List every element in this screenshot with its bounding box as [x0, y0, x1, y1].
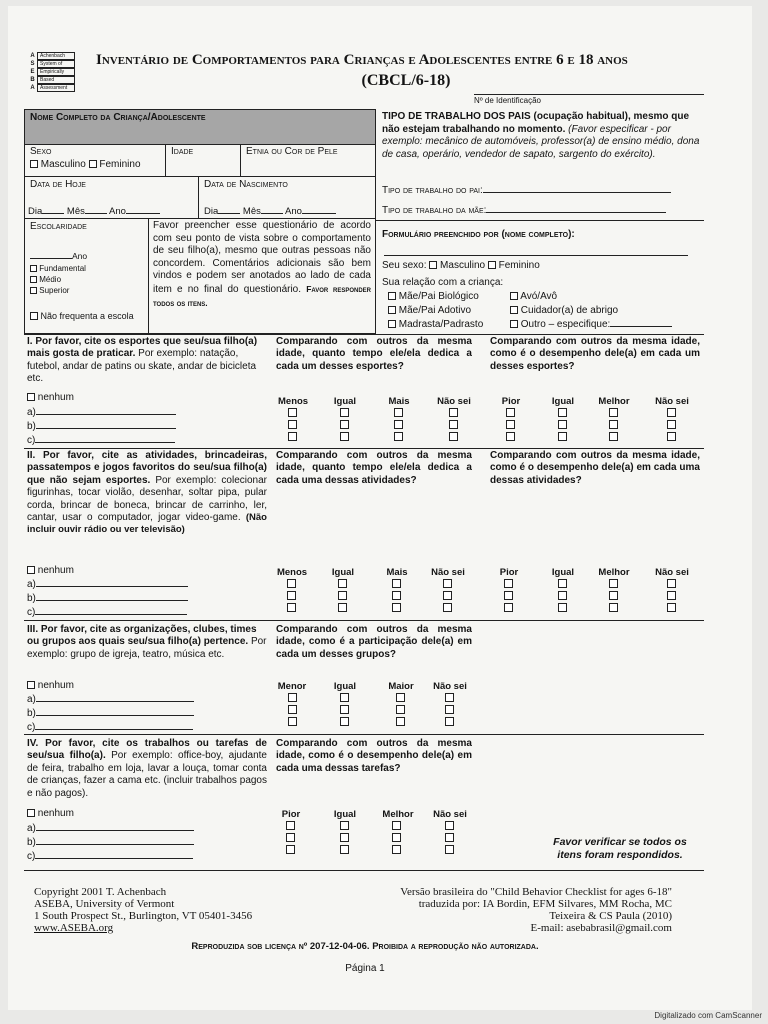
rating-checkbox[interactable] [340, 432, 349, 441]
rating-checkbox[interactable] [609, 603, 618, 612]
rating-checkbox[interactable] [558, 408, 567, 417]
logo-word: System of [37, 60, 75, 68]
rating-checkbox[interactable] [286, 821, 295, 830]
section-2-prompt: II. Por favor, cite as atividades, brincadeiras, passatempos e jogos favoritos do seu/sua filho(a) que não sejam esportes. Por exemplo: colecionar figurinhas, tocar violão, desenhar, soltar pipa, pular corda, brincar de boneca, brincar de carrinho, ler, cantar, usar o computador, jogar video-game. (Não incluir ouvir rádio ou ver televisão) [27, 450, 267, 536]
rating-checkbox[interactable] [558, 591, 567, 600]
child-name-label: Nome Completo da Criança/Adolescente [30, 112, 206, 123]
form-title: Inventário de Comportamentos para Crianças e Adolescentes entre 6 e 18 anos [96, 52, 628, 68]
none-option: nenhum [27, 392, 74, 404]
rating-checkbox[interactable] [449, 432, 458, 441]
rating-checkbox[interactable] [396, 705, 405, 714]
respondent-female-checkbox[interactable] [488, 261, 496, 269]
col-header: Igual [551, 396, 575, 407]
rating-checkbox[interactable] [445, 717, 454, 726]
section-2-time-question: Comparando com outros da mesma idade, quanto tempo ele/ela dedica a cada uma dessas atividades? [276, 450, 472, 486]
section-1-time-question: Comparando com outros da mesma idade, quanto tempo ele/ela dedica a cada um desses esportes? [276, 336, 472, 372]
answer-line-c[interactable]: c) [27, 435, 175, 447]
no-school-option: Não frequenta a escola [30, 311, 134, 321]
child-sex-options [30, 159, 141, 171]
col-header: Igual [331, 567, 355, 578]
none-checkbox[interactable] [27, 809, 35, 817]
relation-checkbox[interactable] [510, 292, 518, 300]
col-header: Não sei [431, 567, 465, 578]
logo-word: Assessment [37, 84, 75, 92]
section-3-participation-question: Comparando com outros da mesma idade, como é a participação dele(a) em cada um desses grupos? [276, 624, 472, 660]
col-header: Menos [276, 567, 308, 578]
section-1-performance-question: Comparando com outros da mesma idade, como é o desempenho dele(a) em cada um desses esportes? [490, 336, 700, 372]
rating-checkbox[interactable] [506, 408, 515, 417]
logo-word: Empirically [37, 68, 75, 76]
rating-checkbox[interactable] [667, 579, 676, 588]
rating-checkbox[interactable] [667, 408, 676, 417]
answer-line-b[interactable]: b) [27, 708, 194, 720]
section-1-prompt: I. Por favor, cite os esportes que seu/sua filho(a) mais gosta de praticar. Por exemplo: natação, futebol, andar de patins ou skate, andar de bicicleta etc. [27, 336, 258, 385]
fundamental-checkbox[interactable] [30, 265, 37, 272]
relation-option: Avó/Avô [510, 291, 557, 303]
relation-option: Mãe/Pai Adotivo [388, 305, 471, 317]
section-3-prompt: III. Por favor, cite as organizações, clubes, times ou grupos aos quais seu/sua filho(a) pertence. Por exemplo: grupo de igreja, teatro, música etc. [27, 624, 267, 660]
col-header: Não sei [437, 396, 471, 407]
col-header: Melhor [598, 396, 630, 407]
none-checkbox[interactable] [27, 681, 35, 689]
rating-checkbox[interactable] [340, 833, 349, 842]
school-level-options: Fundamental Médio Superior [30, 263, 86, 296]
relation-checkbox[interactable] [388, 320, 396, 328]
col-header: Pior [281, 809, 301, 820]
page-number: Página 1 [345, 963, 385, 974]
rating-checkbox[interactable] [558, 432, 567, 441]
rating-checkbox[interactable] [445, 705, 454, 714]
rating-checkbox[interactable] [609, 591, 618, 600]
answer-line-a[interactable]: a) [27, 694, 194, 706]
birth-date-label: Data de Nascimento [204, 179, 288, 190]
col-header: Igual [333, 396, 357, 407]
col-header: Menos [278, 396, 309, 407]
rating-checkbox[interactable] [340, 845, 349, 854]
rating-checkbox[interactable] [338, 591, 347, 600]
answer-line-a[interactable]: a) [27, 823, 194, 835]
superior-checkbox[interactable] [30, 287, 37, 294]
rating-checkbox[interactable] [340, 717, 349, 726]
rating-checkbox[interactable] [338, 603, 347, 612]
medio-checkbox[interactable] [30, 276, 37, 283]
rating-checkbox[interactable] [506, 420, 515, 429]
none-option: nenhum [27, 565, 74, 577]
rating-checkbox[interactable] [558, 603, 567, 612]
rating-checkbox[interactable] [288, 705, 297, 714]
school-year-field[interactable]: Ano [30, 250, 87, 262]
answer-line-c[interactable]: c) [27, 851, 193, 863]
scanner-watermark: Digitalizado com CamScanner [654, 1011, 762, 1020]
col-header: Não sei [433, 809, 467, 820]
rating-checkbox[interactable] [392, 591, 401, 600]
rating-checkbox[interactable] [449, 420, 458, 429]
rating-checkbox[interactable] [609, 432, 618, 441]
rating-checkbox[interactable] [340, 693, 349, 702]
relation-option: Mãe/Pai Biológico [388, 291, 479, 303]
birth-date-field[interactable]: Dia Mês Ano [204, 206, 336, 218]
rating-checkbox[interactable] [288, 717, 297, 726]
col-header: Maior [388, 681, 414, 692]
rating-checkbox[interactable] [667, 432, 676, 441]
relation-checkbox[interactable] [510, 320, 518, 328]
answer-line-a[interactable]: a) [27, 579, 188, 591]
rating-checkbox[interactable] [340, 420, 349, 429]
copyright-line: ASEBA, University of Vermont [34, 898, 175, 910]
rating-checkbox[interactable] [445, 845, 454, 854]
rating-checkbox[interactable] [396, 693, 405, 702]
rating-checkbox[interactable] [340, 821, 349, 830]
aseba-link[interactable]: www.ASEBA.org [34, 922, 114, 934]
col-header: Não sei [655, 396, 689, 407]
male-label: Masculino [40, 159, 86, 170]
rating-checkbox[interactable] [340, 705, 349, 714]
male-checkbox[interactable] [30, 160, 38, 168]
rating-checkbox[interactable] [392, 845, 401, 854]
col-header: Pior [499, 567, 519, 578]
logo-letter: A [30, 85, 35, 91]
instructions-text: Favor preencher esse questionário de acordo com seu ponto de vista sobre o comportamento de seu filho(a), mesmo que outras pessoas não concordem. Comentários adicionais são bem vindos e podem ser anotados ao lado de cada item e no final do questionário. Favor responder todos os itens. [153, 220, 372, 308]
rating-checkbox[interactable] [288, 420, 297, 429]
copyright-line: 1 South Prospect St., Burlington, VT 05401-3456 [34, 910, 253, 922]
license-notice: Reproduzida sob licença nº 207-12-04-06. Proibida a reprodução não autorizada. [191, 941, 539, 952]
col-header: Mais [386, 567, 408, 578]
relation-option: Madrasta/Padrasto [388, 319, 483, 331]
col-header: Igual [551, 567, 575, 578]
answer-line-b[interactable]: b) [27, 837, 194, 849]
rating-checkbox[interactable] [287, 591, 296, 600]
section-2-performance-question: Comparando com outros da mesma idade, como é o desempenho dele(a) em cada uma dessas atividades? [490, 450, 700, 486]
logo-word: Achenbach [37, 52, 75, 60]
rating-checkbox[interactable] [667, 420, 676, 429]
no-school-checkbox[interactable] [30, 312, 38, 320]
ethnicity-field[interactable]: Etnia ou Cor de Pele [246, 146, 338, 157]
rating-checkbox[interactable] [392, 579, 401, 588]
rating-checkbox[interactable] [392, 833, 401, 842]
rating-checkbox[interactable] [392, 821, 401, 830]
rating-checkbox[interactable] [504, 603, 513, 612]
relation-checkbox[interactable] [388, 292, 396, 300]
none-option: nenhum [27, 680, 74, 692]
rating-checkbox[interactable] [287, 603, 296, 612]
col-header: Igual [333, 681, 357, 692]
rating-checkbox[interactable] [609, 420, 618, 429]
today-date-field[interactable]: Dia Mês Ano [28, 206, 160, 218]
col-header: Mais [388, 396, 410, 407]
rating-checkbox[interactable] [286, 833, 295, 842]
female-label: Feminino [99, 159, 141, 170]
rating-checkbox[interactable] [338, 579, 347, 588]
answer-line-b[interactable]: b) [27, 421, 176, 433]
rating-checkbox[interactable] [443, 603, 452, 612]
parents-occupation-heading: TIPO DE TRABALHO DOS PAIS (ocupação habitual), mesmo que não estejam trabalhando no momento. (Favor especificar - por exemplo: mecânico de automóveis, professor(a) de ensino médio, dona de casa, operário, vendedor de sapato, sargento do exército). [382, 111, 700, 160]
female-checkbox[interactable] [89, 160, 97, 168]
rating-checkbox[interactable] [288, 432, 297, 441]
answer-line-b[interactable]: b) [27, 593, 188, 605]
rating-checkbox[interactable] [394, 432, 403, 441]
copyright-block [34, 886, 252, 934]
none-option: nenhum [27, 808, 74, 820]
email-link[interactable]: E-mail: asebabrasil@gmail.com [530, 922, 672, 934]
col-header: Pior [501, 396, 521, 407]
relation-checkbox[interactable] [510, 306, 518, 314]
rating-checkbox[interactable] [609, 579, 618, 588]
rating-checkbox[interactable] [667, 603, 676, 612]
form-subtitle: (CBCL/6-18) [361, 72, 451, 89]
rating-checkbox[interactable] [396, 717, 405, 726]
relation-option: Cuidador(a) de abrigo [510, 305, 618, 317]
answer-line-c[interactable]: c) [27, 607, 187, 619]
logo-letter: B [30, 77, 35, 83]
rating-checkbox[interactable] [288, 693, 297, 702]
rating-checkbox[interactable] [392, 603, 401, 612]
copyright-line: Copyright 2001 T. Achenbach [34, 886, 167, 898]
rating-checkbox[interactable] [445, 693, 454, 702]
rating-checkbox[interactable] [609, 408, 618, 417]
relation-checkbox[interactable] [388, 306, 396, 314]
rating-checkbox[interactable] [340, 408, 349, 417]
answer-line-c[interactable]: c) [27, 722, 193, 734]
mother-occupation-field[interactable]: Tipo de trabalho da mãe: [382, 205, 704, 216]
rating-checkbox[interactable] [504, 591, 513, 600]
col-header: Melhor [382, 809, 414, 820]
rating-checkbox[interactable] [394, 408, 403, 417]
age-field[interactable]: Idade [171, 146, 194, 157]
answer-line-a[interactable]: a) [27, 407, 176, 419]
today-date-label: Data de Hoje [30, 179, 86, 190]
rating-checkbox[interactable] [287, 579, 296, 588]
logo-letter: S [30, 61, 35, 67]
rating-checkbox[interactable] [394, 420, 403, 429]
rating-checkbox[interactable] [667, 591, 676, 600]
rating-checkbox[interactable] [504, 579, 513, 588]
section-4-prompt: IV. Por favor, cite os trabalhos ou tarefas de seu/sua filho(a). Por exemplo: office-boy, ajudante de feira, trabalho em loja, lavar a louça, tomar conta de crianças, fazer a cama etc. (incluir trabalhos pagos e não pagos). [27, 738, 267, 799]
none-checkbox[interactable] [27, 566, 35, 574]
respondent-sex: Seu sexo: Masculino Feminino [382, 260, 540, 271]
logo-word: Based [37, 76, 75, 84]
relation-label: Sua relação com a criança: [382, 277, 504, 288]
rating-checkbox[interactable] [445, 833, 454, 842]
sex-label: Sexo [30, 146, 52, 157]
rating-checkbox[interactable] [286, 845, 295, 854]
filled-by-line[interactable] [384, 255, 688, 256]
col-header: Melhor [598, 567, 630, 578]
rating-checkbox[interactable] [288, 408, 297, 417]
section-4-performance-question: Comparando com outros da mesma idade, como é o desempenho dele(a) em cada uma dessas tarefas? [276, 738, 472, 774]
translation-line: Teixeira & CS Paula (2010) [549, 910, 672, 922]
none-checkbox[interactable] [27, 393, 35, 401]
translation-line: Versão brasileira do "Child Behavior Checklist for ages 6-18" [400, 886, 672, 898]
rating-checkbox[interactable] [445, 821, 454, 830]
col-header: Igual [333, 809, 357, 820]
rating-checkbox[interactable] [558, 420, 567, 429]
rating-checkbox[interactable] [443, 579, 452, 588]
respondent-male-checkbox[interactable] [429, 261, 437, 269]
col-header: Não sei [655, 567, 689, 578]
rating-checkbox[interactable] [506, 432, 515, 441]
id-number-field[interactable]: Nº de Identificação [474, 94, 704, 105]
rating-checkbox[interactable] [449, 408, 458, 417]
col-header: Não sei [433, 681, 467, 692]
rating-checkbox[interactable] [558, 579, 567, 588]
logo-letter: A [30, 53, 35, 59]
schooling-label: Escolaridade [30, 221, 87, 232]
aseba-logo [28, 52, 78, 92]
rating-checkbox[interactable] [443, 591, 452, 600]
translation-block [360, 886, 672, 934]
logo-letter: E [30, 69, 35, 75]
translation-line: traduzida por: IA Bordin, EFM Silvares, MM Rocha, MC [418, 898, 672, 910]
relation-option: Outro – especifique: [510, 319, 672, 331]
col-header: Menor [277, 681, 307, 692]
father-occupation-field[interactable]: Tipo de trabalho do pai: [382, 185, 704, 196]
filled-by-label: Formulário preenchido por (nome completo): [382, 229, 575, 240]
verify-note: Favor verificar se todos os itens foram respondidos. [553, 836, 687, 861]
